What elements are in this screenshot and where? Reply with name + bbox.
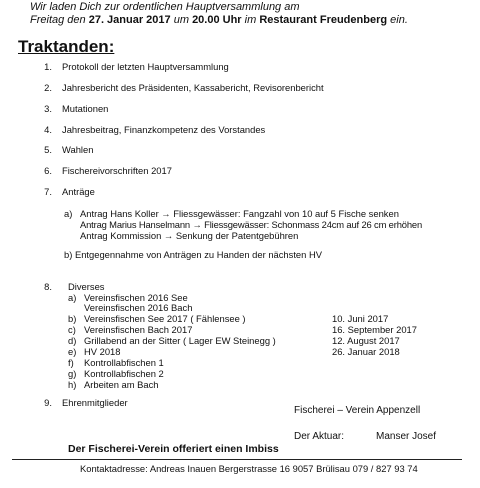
meeting-venue: Restaurant Freudenberg bbox=[259, 14, 388, 26]
diverses-text: Kontrollabfischen 2 bbox=[84, 368, 164, 379]
meeting-date: 27. Januar 2017 bbox=[88, 14, 171, 26]
meeting-time: 20.00 Uhr bbox=[192, 14, 242, 26]
diverses-text: Arbeiten am Bach bbox=[84, 379, 159, 390]
signature-organization: Fischerei – Verein Appenzell bbox=[294, 405, 421, 416]
intro-line-2 bbox=[30, 14, 408, 27]
diverses-text: Vereinsfischen 2016 Bach bbox=[84, 302, 193, 313]
diverses-label: b) bbox=[68, 313, 77, 324]
contact-address: Kontaktadresse: Andreas Inauen Bergerstrasse 16 9057 Brülisau 079 / 827 93 74 bbox=[80, 463, 418, 474]
item-number: 9. bbox=[44, 397, 52, 408]
intro-mid2: im bbox=[241, 14, 260, 26]
event-date: 26. Januar 2018 bbox=[332, 346, 400, 357]
item-number: 3. bbox=[44, 103, 52, 114]
diverses-text: HV 2018 bbox=[84, 346, 121, 357]
page-heading: Traktanden: bbox=[18, 37, 115, 56]
antrag-line: Antrag Kommission → Senkung der Patentgebühren bbox=[80, 230, 299, 241]
item-text: Wahlen bbox=[62, 144, 94, 155]
signature-role: Der Aktuar: bbox=[294, 431, 345, 442]
diverses-label: a) bbox=[68, 292, 77, 303]
item-text: Anträge bbox=[62, 186, 95, 197]
item-number: 8. bbox=[44, 281, 52, 292]
item-number: 2. bbox=[44, 82, 52, 93]
antrag-a-label: a) bbox=[64, 208, 73, 219]
item-text: Fischereivorschriften 2017 bbox=[62, 165, 172, 176]
event-date: 12. August 2017 bbox=[332, 335, 400, 346]
diverses-text: Grillabend an der Sitter ( Lager EW Steinegg ) bbox=[84, 335, 276, 346]
diverses-label: e) bbox=[68, 346, 77, 357]
diverses-text: Vereinsfischen Bach 2017 bbox=[84, 324, 193, 335]
diverses-label: h) bbox=[68, 379, 77, 390]
item-number: 6. bbox=[44, 165, 52, 176]
item-text: Protokoll der letzten Hauptversammlung bbox=[62, 61, 229, 72]
item-text: Mutationen bbox=[62, 103, 109, 114]
event-date: 16. September 2017 bbox=[332, 324, 417, 335]
antrag-line: Antrag Hans Koller → Fliessgewässer: Fangzahl von 10 auf 5 Fische senken bbox=[80, 208, 399, 219]
item-number: 5. bbox=[44, 144, 52, 155]
diverses-label: f) bbox=[68, 357, 74, 368]
event-date: 10. Juni 2017 bbox=[332, 313, 389, 324]
imbiss-note: Der Fischerei-Verein offeriert einen Imbiss bbox=[68, 443, 279, 455]
signature-name: Manser Josef bbox=[376, 431, 437, 442]
diverses-text: Vereinsfischen 2016 See bbox=[84, 292, 188, 303]
intro-end: ein. bbox=[387, 14, 408, 26]
antrag-b-line: b) Entgegennahme von Anträgen zu Handen der nächsten HV bbox=[64, 249, 322, 260]
diverses-label: c) bbox=[68, 324, 76, 335]
diverses-label: d) bbox=[68, 335, 77, 346]
item-text: Jahresbericht des Präsidenten, Kassabericht, Revisorenbericht bbox=[62, 82, 324, 93]
intro-line-1: Wir laden Dich zur ordentlichen Hauptversammlung am bbox=[30, 1, 300, 13]
diverses-text: Vereinsfischen See 2017 ( Fählensee ) bbox=[84, 313, 246, 324]
diverses-label: g) bbox=[68, 368, 77, 379]
footer-divider bbox=[12, 459, 462, 460]
diverses-text: Kontrollabfischen 1 bbox=[84, 357, 164, 368]
intro-prefix: Freitag den bbox=[30, 14, 89, 26]
item-number: 7. bbox=[44, 186, 52, 197]
item-text: Jahresbeitrag, Finanzkompetenz des Vorstandes bbox=[62, 124, 266, 135]
antrag-line: Antrag Marius Hanselmann → Fliessgewässer: Schonmass 24cm auf 26 cm erhöhen bbox=[80, 219, 423, 230]
item-text: Ehrenmitglieder bbox=[62, 397, 128, 408]
diverses-title: Diverses bbox=[68, 281, 105, 292]
item-number: 4. bbox=[44, 124, 52, 135]
intro-mid: um bbox=[170, 14, 193, 26]
item-number: 1. bbox=[44, 61, 52, 72]
